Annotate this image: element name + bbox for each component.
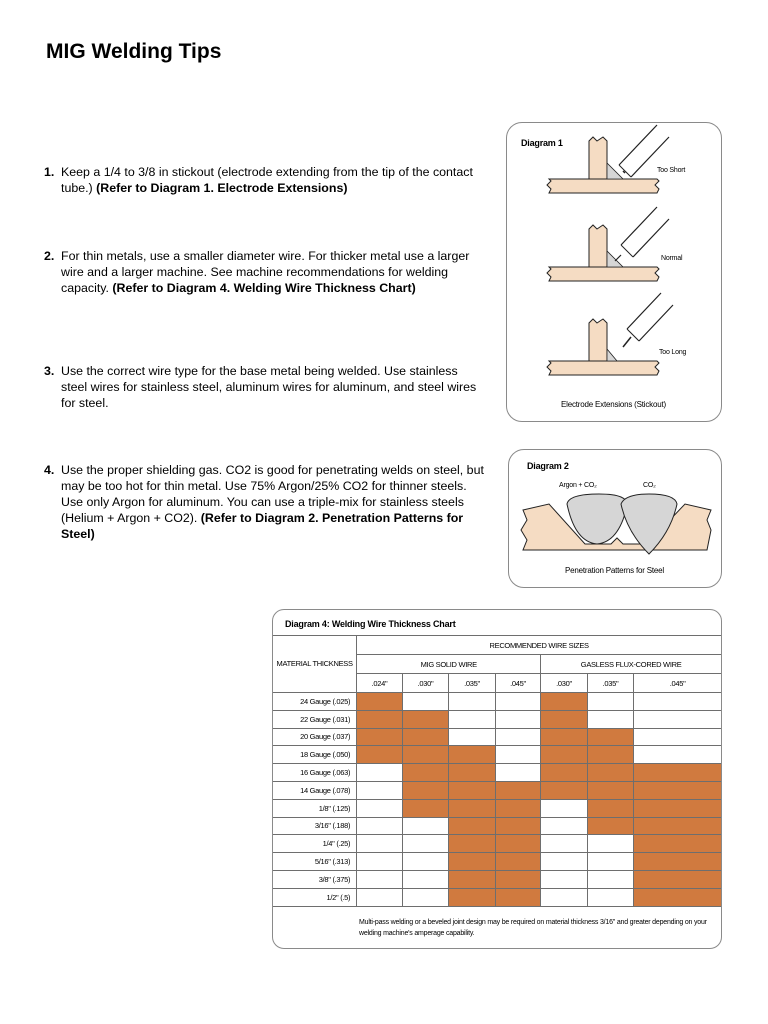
- recommended-cell: [541, 728, 587, 746]
- recommended-cell: [357, 710, 403, 728]
- not-recommended-cell: [357, 764, 403, 782]
- diagram-2-caption: Penetration Patterns for Steel: [565, 566, 664, 575]
- not-recommended-cell: [402, 888, 448, 906]
- tip-number: 1.: [44, 165, 55, 179]
- recommended-cell: [449, 853, 495, 871]
- material-thickness-cell: 1/4" (.25): [273, 835, 357, 853]
- diagram-1-electrode-extensions: [506, 122, 722, 422]
- not-recommended-cell: [587, 888, 633, 906]
- chart-title: Diagram 4: Welding Wire Thickness Chart: [285, 619, 456, 629]
- material-thickness-cell: 24 Gauge (.025): [273, 693, 357, 711]
- recommended-cell: [449, 888, 495, 906]
- table-row: [273, 799, 721, 817]
- not-recommended-cell: [357, 817, 403, 835]
- wire-size-header: .035": [587, 674, 633, 693]
- recommended-cell: [634, 764, 721, 782]
- not-recommended-cell: [495, 728, 541, 746]
- not-recommended-cell: [587, 853, 633, 871]
- wire-size-header: .045": [495, 674, 541, 693]
- state-normal: Normal: [661, 255, 683, 262]
- not-recommended-cell: [402, 693, 448, 711]
- table-row: [273, 888, 721, 906]
- recommended-cell: [402, 728, 448, 746]
- diagram-1-label: Diagram 1: [521, 138, 563, 148]
- electrode-extension-illustration: [507, 123, 723, 423]
- not-recommended-cell: [357, 835, 403, 853]
- wire-size-header: .024": [357, 674, 403, 693]
- recommended-cell: [587, 799, 633, 817]
- table-row: [273, 870, 721, 888]
- not-recommended-cell: [357, 888, 403, 906]
- recommended-cell: [495, 817, 541, 835]
- tip-reference: (Refer to Diagram 2. Penetration Patterns for Steel): [61, 511, 464, 541]
- tip-text: For thin metals, use a smaller diameter wire. For thicker metal use a larger wire and a larger machine. See machine recommendations for welding capacity.: [61, 249, 470, 295]
- not-recommended-cell: [357, 853, 403, 871]
- state-too-long: Too Long: [659, 349, 687, 356]
- tip-number: 3.: [44, 364, 55, 378]
- recommended-cell: [634, 781, 721, 799]
- not-recommended-cell: [495, 710, 541, 728]
- table-row: [273, 781, 721, 799]
- material-thickness-cell: 5/16" (.313): [273, 853, 357, 871]
- diagram-1-caption: Electrode Extensions (Stickout): [561, 400, 666, 409]
- recommended-cell: [587, 764, 633, 782]
- gas-label-co2: CO₂: [643, 482, 656, 489]
- recommended-cell: [449, 817, 495, 835]
- material-thickness-cell: 3/16" (.188): [273, 817, 357, 835]
- recommended-cell: [541, 710, 587, 728]
- tip-text: Keep a 1/4 to 3/8 in stickout (electrode extending from the tip of the contact tube.): [61, 165, 473, 195]
- recommended-cell: [541, 693, 587, 711]
- not-recommended-cell: [402, 835, 448, 853]
- recommended-cell: [357, 746, 403, 764]
- gas-label-argon-co2: Argon + CO₂: [559, 482, 597, 489]
- tip-number: 2.: [44, 249, 55, 263]
- table-row: [273, 817, 721, 835]
- recommended-cell: [634, 888, 721, 906]
- material-thickness-cell: 20 Gauge (.037): [273, 728, 357, 746]
- not-recommended-cell: [449, 728, 495, 746]
- recommended-cell: [449, 781, 495, 799]
- recommended-cell: [541, 781, 587, 799]
- table-row: [273, 853, 721, 871]
- not-recommended-cell: [402, 817, 448, 835]
- table-row: [273, 835, 721, 853]
- not-recommended-cell: [634, 728, 721, 746]
- not-recommended-cell: [634, 693, 721, 711]
- not-recommended-cell: [541, 817, 587, 835]
- table-row: [273, 764, 721, 782]
- chart-note: Multi-pass welding or a beveled joint design may be required on material thickness 3/16" and greater depending on your welding machine's amperage capability.: [359, 919, 707, 937]
- recommended-cell: [587, 746, 633, 764]
- flux-cored-wire-header: GASLESS FLUX-CORED WIRE: [541, 655, 721, 674]
- table-row: [273, 728, 721, 746]
- joint-normal: [547, 207, 669, 281]
- recommended-cell: [495, 870, 541, 888]
- not-recommended-cell: [495, 746, 541, 764]
- not-recommended-cell: [587, 870, 633, 888]
- wire-size-header: .030": [541, 674, 587, 693]
- recommended-cell: [449, 799, 495, 817]
- state-too-short: Too Short: [657, 167, 686, 174]
- tip-text: Use the correct wire type for the base metal being welded. Use stainless steel wires for stainless steel, aluminum wires for aluminum, and steel wires for steel.: [61, 364, 477, 410]
- not-recommended-cell: [587, 835, 633, 853]
- recommended-cell: [495, 781, 541, 799]
- tip-text: Use the proper shielding gas. CO2 is good for penetrating welds on steel, but may be too hot for thin metal. Use 75% Argon/25% CO2 for thinner steels. Use only Argon for aluminum. You can use a triple-mix for stainless steels (Helium + Argon + CO2).: [61, 463, 484, 525]
- not-recommended-cell: [541, 799, 587, 817]
- recommended-cell: [449, 764, 495, 782]
- recommended-cell: [402, 746, 448, 764]
- material-thickness-cell: 3/8" (.375): [273, 870, 357, 888]
- recommended-cell: [634, 835, 721, 853]
- wire-size-header: .030": [402, 674, 448, 693]
- tip-1: [44, 164, 484, 196]
- not-recommended-cell: [541, 888, 587, 906]
- not-recommended-cell: [402, 853, 448, 871]
- recommended-cell: [587, 728, 633, 746]
- material-thickness-cell: 22 Gauge (.031): [273, 710, 357, 728]
- tip-number: 4.: [44, 463, 55, 477]
- not-recommended-cell: [449, 710, 495, 728]
- material-thickness-cell: 1/8" (.125): [273, 799, 357, 817]
- material-thickness-cell: 16 Gauge (.063): [273, 764, 357, 782]
- table-row: [273, 710, 721, 728]
- recommended-cell: [402, 781, 448, 799]
- recommended-cell: [634, 870, 721, 888]
- wire-size-header: .035": [449, 674, 495, 693]
- tip-4: [44, 462, 484, 542]
- not-recommended-cell: [541, 870, 587, 888]
- recommended-cell: [357, 728, 403, 746]
- recommended-cell: [449, 746, 495, 764]
- recommended-cell: [541, 746, 587, 764]
- recommended-wire-sizes-header: RECOMMENDED WIRE SIZES: [357, 636, 721, 655]
- tip-reference: (Refer to Diagram 1. Electrode Extensions): [96, 181, 348, 195]
- not-recommended-cell: [587, 693, 633, 711]
- material-thickness-cell: 14 Gauge (.078): [273, 781, 357, 799]
- diagram-2-label: Diagram 2: [527, 461, 569, 471]
- material-thickness-cell: 18 Gauge (.050): [273, 746, 357, 764]
- not-recommended-cell: [357, 781, 403, 799]
- not-recommended-cell: [541, 835, 587, 853]
- page-title: MIG Welding Tips: [46, 40, 222, 63]
- recommended-cell: [402, 799, 448, 817]
- material-thickness-cell: 1/2" (.5): [273, 888, 357, 906]
- not-recommended-cell: [357, 799, 403, 817]
- not-recommended-cell: [587, 710, 633, 728]
- table-row: [273, 693, 721, 711]
- not-recommended-cell: [402, 870, 448, 888]
- material-thickness-header: MATERIAL THICKNESS: [273, 636, 357, 693]
- not-recommended-cell: [449, 693, 495, 711]
- table-row: [273, 746, 721, 764]
- not-recommended-cell: [541, 853, 587, 871]
- joint-too-short: [547, 125, 669, 193]
- tip-2: [44, 248, 484, 296]
- wire-size-table: [273, 635, 721, 907]
- mig-solid-wire-header: MIG SOLID WIRE: [357, 655, 541, 674]
- recommended-cell: [634, 853, 721, 871]
- recommended-cell: [402, 764, 448, 782]
- recommended-cell: [495, 853, 541, 871]
- tip-3: [44, 363, 484, 411]
- recommended-cell: [402, 710, 448, 728]
- not-recommended-cell: [495, 693, 541, 711]
- tip-reference: (Refer to Diagram 4. Welding Wire Thickness Chart): [112, 281, 416, 295]
- not-recommended-cell: [634, 746, 721, 764]
- recommended-cell: [587, 781, 633, 799]
- wire-size-header: .045": [634, 674, 721, 693]
- not-recommended-cell: [495, 764, 541, 782]
- joint-too-long: [547, 293, 673, 375]
- recommended-cell: [357, 693, 403, 711]
- recommended-cell: [587, 817, 633, 835]
- recommended-cell: [495, 888, 541, 906]
- recommended-cell: [495, 799, 541, 817]
- recommended-cell: [634, 799, 721, 817]
- recommended-cell: [541, 764, 587, 782]
- recommended-cell: [495, 835, 541, 853]
- not-recommended-cell: [634, 710, 721, 728]
- recommended-cell: [634, 817, 721, 835]
- recommended-cell: [449, 835, 495, 853]
- not-recommended-cell: [357, 870, 403, 888]
- diagram-2-penetration-patterns: [508, 449, 722, 588]
- diagram-4-wire-thickness-chart: [272, 609, 722, 949]
- recommended-cell: [449, 870, 495, 888]
